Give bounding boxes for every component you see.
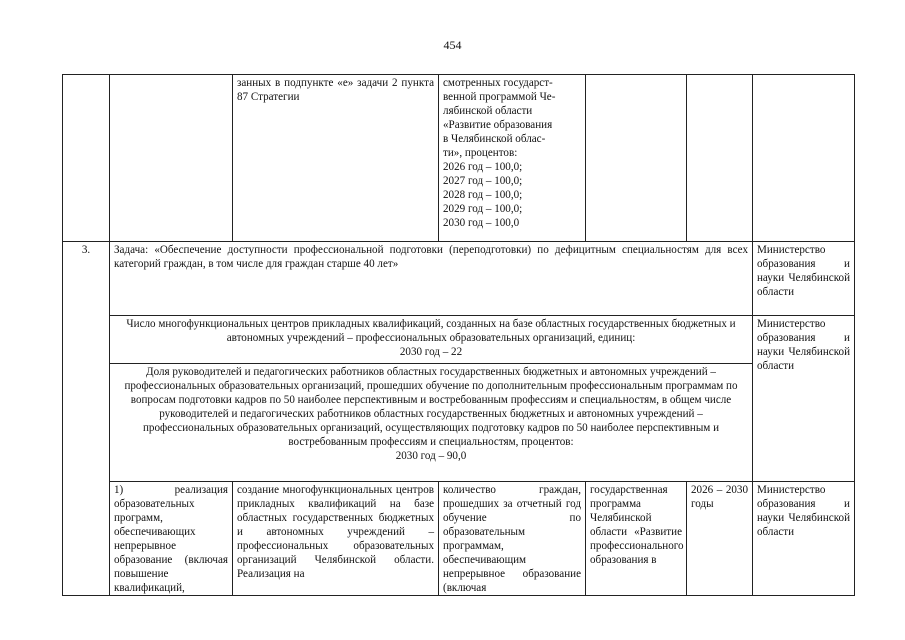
cell-indicator-continuation bbox=[439, 75, 586, 242]
task-row bbox=[63, 242, 855, 316]
cell-period-empty bbox=[687, 75, 753, 242]
task-responsible: Министерство образования и науки Челябинской области bbox=[753, 242, 855, 316]
indicator-line: 2027 год – 100,0; bbox=[443, 175, 523, 187]
strategy-table bbox=[62, 74, 855, 596]
continuation-row bbox=[63, 75, 855, 242]
indicator-2-text: Доля руководителей и педагогических работников областных государственных бюджетных и автономных учреждений – профессиональных образовательных организаций, прошедших обучение по дополнительным профессиональным программам по вопросам подготовки кадров по 50 наиболее перспективным и востребованным профессиям и специальностям, в общем числе руководителей и педагогических работников областных государственных бюджетных и автономных учреждений – профессиональных образовательных организаций, осуществляющих подготовку кадров по 50 наиболее перспективным и востребованным профессиям и специальностям, процентов: bbox=[124, 366, 738, 448]
indicator-line: лябинской области bbox=[443, 105, 533, 117]
task-text: Задача: «Обеспечение доступности профессиональной подготовки (переподготовки) по дефицитным специальностям для всех категорий граждан, в том числе для граждан старше 40 лет» bbox=[110, 242, 753, 316]
indicator-1-cell bbox=[110, 316, 753, 364]
cell-result-continuation: занных в подпункте «е» задачи 2 пункта 87 Стратегии bbox=[233, 75, 439, 242]
indicator-line: 2029 год – 100,0; bbox=[443, 203, 523, 215]
task-number: 3. bbox=[63, 242, 110, 596]
measure-row bbox=[63, 482, 855, 596]
indicator-line: 2030 год – 100,0 bbox=[443, 217, 520, 229]
measure-action: 1) реализация образовательных программ, обеспечивающих непрерывное образование (включая повышение квалификаций, bbox=[110, 482, 233, 596]
measure-program: государственная программа Челябинской области «Развитие профессионального образования в bbox=[586, 482, 687, 596]
cell-action-empty bbox=[110, 75, 233, 242]
indicator-line: ти», процентов: bbox=[443, 147, 518, 159]
cell-number-empty bbox=[63, 75, 110, 242]
indicator-line: смотренных государст- bbox=[443, 77, 553, 89]
cell-responsible-empty bbox=[753, 75, 855, 242]
indicator-2-cell bbox=[110, 364, 753, 482]
page-number: 454 bbox=[443, 38, 462, 52]
indicator-row bbox=[63, 364, 855, 482]
measure-result: создание многофункциональных центров прикладных квалификаций на базе областных государственных бюджетных и автономных учреждений – профессиональных образовательных организаций Челябинской области. Реализация на bbox=[233, 482, 439, 596]
indicator-responsible: Министерство образования и науки Челябинской области bbox=[753, 316, 855, 482]
indicator-line: «Развитие образования bbox=[443, 119, 553, 131]
indicator-1-value: 2030 год – 22 bbox=[399, 346, 463, 358]
measure-period: 2026 – 2030 годы bbox=[687, 482, 753, 596]
cell-program-empty bbox=[586, 75, 687, 242]
measure-responsible: Министерство образования и науки Челябинской области bbox=[753, 482, 855, 596]
measure-indicator: количество граждан, прошедших за отчетный год обучение по образовательным программам, обеспечивающим непрерывное образование (включая bbox=[439, 482, 586, 596]
indicator-2-value: 2030 год – 90,0 bbox=[395, 450, 467, 462]
indicator-line: 2026 год – 100,0; bbox=[443, 161, 523, 173]
indicator-line: в Челябинской облас- bbox=[443, 133, 546, 145]
indicator-row bbox=[63, 316, 855, 364]
indicator-1-text: Число многофункциональных центров прикладных квалификаций, созданных на базе областных государственных бюджетных и автономных учреждений – профессиональных образовательных организаций, единиц: bbox=[126, 318, 736, 344]
indicator-line: венной программой Че- bbox=[443, 91, 556, 103]
indicator-line: 2028 год – 100,0; bbox=[443, 189, 523, 201]
